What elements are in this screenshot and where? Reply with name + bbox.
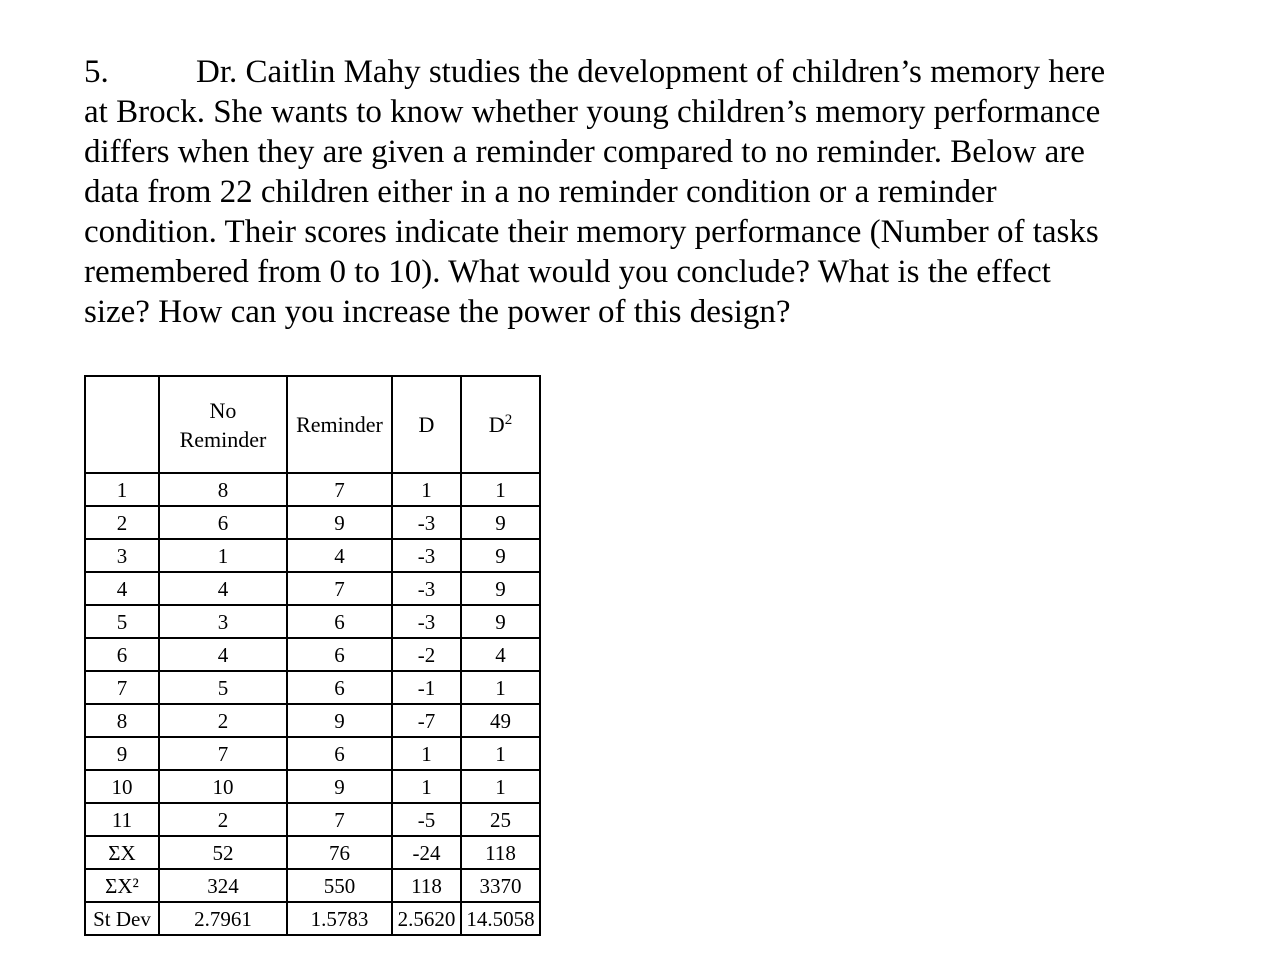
question-line-1: 5. Dr. Caitlin Mahy studies the development of children’s memory here — [84, 54, 1106, 90]
row-label-cell: 6 — [85, 638, 159, 671]
d-squared-cell: 25 — [461, 803, 540, 836]
no-reminder-cell: 6 — [159, 506, 287, 539]
question-line-3: differs when they are given a reminder compared to no reminder. Below are — [84, 134, 1085, 170]
no-reminder-cell: 52 — [159, 836, 287, 869]
reminder-cell: 6 — [287, 737, 392, 770]
no-reminder-cell: 324 — [159, 869, 287, 902]
d-squared-cell: 9 — [461, 605, 540, 638]
reminder-cell: 6 — [287, 638, 392, 671]
table-row — [85, 605, 540, 638]
d-cell: -3 — [392, 539, 461, 572]
d-squared-cell: 4 — [461, 638, 540, 671]
table-row — [85, 671, 540, 704]
table-row — [85, 638, 540, 671]
no-reminder-cell: 8 — [159, 473, 287, 506]
row-label-cell: ΣX — [85, 836, 159, 869]
reminder-cell: 76 — [287, 836, 392, 869]
row-label-cell: 11 — [85, 803, 159, 836]
header-no-reminder: No Reminder — [159, 376, 287, 473]
row-label-cell: 10 — [85, 770, 159, 803]
d-squared-cell: 49 — [461, 704, 540, 737]
reminder-cell: 9 — [287, 506, 392, 539]
header-blank — [85, 376, 159, 473]
d-cell: -3 — [392, 572, 461, 605]
question-text — [84, 52, 1204, 332]
d-cell: 1 — [392, 473, 461, 506]
d-cell: 1 — [392, 737, 461, 770]
table-row — [85, 539, 540, 572]
reminder-cell: 4 — [287, 539, 392, 572]
header-reminder: Reminder — [287, 376, 392, 473]
d-cell: -7 — [392, 704, 461, 737]
d-squared-cell: 9 — [461, 506, 540, 539]
d-cell: -3 — [392, 506, 461, 539]
table-row — [85, 869, 540, 902]
table-row — [85, 902, 540, 935]
row-label-cell: 7 — [85, 671, 159, 704]
row-label-cell: 5 — [85, 605, 159, 638]
table-header-row — [85, 376, 540, 473]
d-squared-cell: 1 — [461, 473, 540, 506]
d-cell: 1 — [392, 770, 461, 803]
reminder-cell: 7 — [287, 473, 392, 506]
reminder-cell: 6 — [287, 671, 392, 704]
d-cell: -3 — [392, 605, 461, 638]
d-cell: 118 — [392, 869, 461, 902]
question-line-4: data from 22 children either in a no reminder condition or a reminder — [84, 174, 997, 210]
table-row — [85, 473, 540, 506]
reminder-cell: 550 — [287, 869, 392, 902]
row-label-cell: ΣX² — [85, 869, 159, 902]
reminder-cell: 7 — [287, 572, 392, 605]
d-squared-cell: 1 — [461, 671, 540, 704]
question-line-5: condition. Their scores indicate their memory performance (Number of tasks — [84, 214, 1099, 250]
reminder-cell: 9 — [287, 770, 392, 803]
no-reminder-cell: 10 — [159, 770, 287, 803]
table-row — [85, 704, 540, 737]
no-reminder-cell: 3 — [159, 605, 287, 638]
d-cell: -24 — [392, 836, 461, 869]
row-label-cell: 1 — [85, 473, 159, 506]
no-reminder-cell: 2 — [159, 803, 287, 836]
no-reminder-cell: 4 — [159, 572, 287, 605]
reminder-cell: 6 — [287, 605, 392, 638]
d-cell: -2 — [392, 638, 461, 671]
no-reminder-cell: 5 — [159, 671, 287, 704]
no-reminder-cell: 2.7961 — [159, 902, 287, 935]
table-row — [85, 572, 540, 605]
no-reminder-cell: 7 — [159, 737, 287, 770]
header-d: D — [392, 376, 461, 473]
no-reminder-cell: 1 — [159, 539, 287, 572]
d-squared-cell: 9 — [461, 572, 540, 605]
header-d-squared: $D^2$ — [461, 376, 540, 473]
d-cell: 2.5620 — [392, 902, 461, 935]
reminder-cell: 7 — [287, 803, 392, 836]
reminder-cell: 9 — [287, 704, 392, 737]
question-line-7: size? How can you increase the power of this design? — [84, 294, 791, 330]
data-table — [84, 375, 541, 936]
row-label-cell: 9 — [85, 737, 159, 770]
question-line-2: at Brock. She wants to know whether young children’s memory performance — [84, 94, 1101, 130]
row-label-cell: 8 — [85, 704, 159, 737]
d-cell: -5 — [392, 803, 461, 836]
table-row — [85, 770, 540, 803]
d-squared-cell: 1 — [461, 737, 540, 770]
d-squared-cell: 3370 — [461, 869, 540, 902]
row-label-cell: 2 — [85, 506, 159, 539]
row-label-cell: St Dev — [85, 902, 159, 935]
d-squared-cell: 9 — [461, 539, 540, 572]
reminder-cell: 1.5783 — [287, 902, 392, 935]
d-cell: -1 — [392, 671, 461, 704]
table-row — [85, 506, 540, 539]
no-reminder-cell: 4 — [159, 638, 287, 671]
row-label-cell: 4 — [85, 572, 159, 605]
table-row — [85, 836, 540, 869]
question-line-6: remembered from 0 to 10). What would you conclude? What is the effect — [84, 254, 1051, 290]
row-label-cell: 3 — [85, 539, 159, 572]
d-squared-cell: 118 — [461, 836, 540, 869]
no-reminder-cell: 2 — [159, 704, 287, 737]
d-squared-cell: 14.5058 — [461, 902, 540, 935]
question-number: 5. — [84, 54, 109, 90]
d-squared-cell: 1 — [461, 770, 540, 803]
table-row — [85, 803, 540, 836]
table-row — [85, 737, 540, 770]
